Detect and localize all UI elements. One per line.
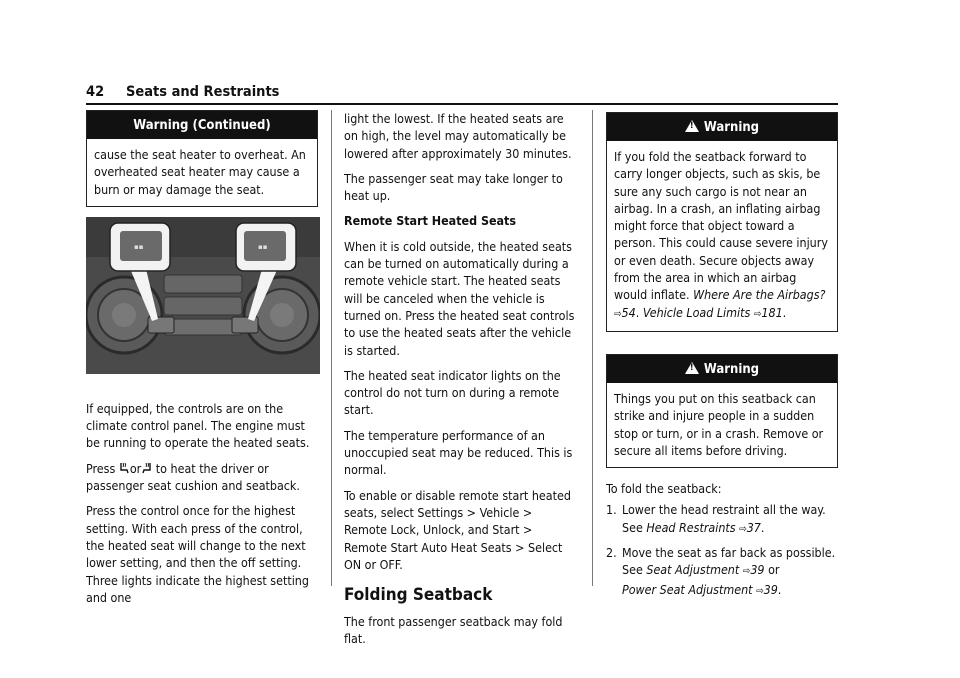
col2-paragraph-2: The passenger seat may take longer to heat up. bbox=[344, 170, 563, 204]
column-3 bbox=[606, 110, 838, 606]
column-1 bbox=[86, 110, 318, 614]
remote-start-subheading: Remote Start Heated Seats bbox=[344, 213, 517, 229]
folding-seatback-heading: Folding Seatback bbox=[344, 585, 493, 606]
head-restraints-ref-link[interactable]: Head Restraints bbox=[646, 519, 736, 535]
page-ref-arrow-icon: ⇨ bbox=[739, 523, 747, 535]
climate-control-figure bbox=[86, 217, 320, 374]
warning-2-title: Warning bbox=[703, 361, 760, 377]
warning-triangle-icon bbox=[685, 362, 699, 374]
svg-text:▪▪: ▪▪ bbox=[258, 242, 268, 251]
page-ref-arrow-icon: ⇨ bbox=[756, 585, 764, 597]
fold-intro: To fold the seatback: bbox=[606, 481, 722, 497]
warning-continued-box bbox=[86, 110, 318, 207]
power-seat-adjustment-ref-link[interactable]: Power Seat Adjustment bbox=[622, 581, 753, 597]
warning-2-text: Things you put on this seatback can strike and injure people in a sudden stop or turn, or in a crash. Remove or secure all items before driving. bbox=[614, 390, 824, 458]
warning-continued-text: cause the seat heater to overheat. An overheated seat heater may cause a burn or may damage the seat. bbox=[94, 147, 306, 197]
col2-paragraph-4: The heated seat indicator lights on the control do not turn on during a remote start. bbox=[344, 367, 561, 418]
svg-text:▪▪: ▪▪ bbox=[134, 242, 144, 251]
page-ref-arrow-icon: ⇨ bbox=[742, 566, 751, 578]
page-number: 42 bbox=[86, 84, 105, 100]
col1-paragraph-1: If equipped, the controls are on the climate control panel. The engine must be running to operate the heated seats. bbox=[86, 400, 310, 451]
warning-1-text: If you fold the seatback forward to carry longer objects, such as skis, be sure any such cargo is not near an airbag. In a crash, an inflating airbag might force that object toward a person. This could cause severe injury or even death. Secure objects away from the area in which an airbag would inflate. Where Are the Airbags? ⇨54. Vehicle Load Limits ⇨181. bbox=[614, 149, 828, 320]
column-2 bbox=[344, 110, 576, 656]
col2-paragraph-6: To enable or disable remote start heated seats, select Settings > Vehicle > Remote Lock, Unlock, and Start > Remote Start Auto Heat Seats > Select ON or OFF. bbox=[344, 487, 571, 572]
warning-continued-title: Warning (Continued) bbox=[87, 111, 317, 139]
col2-paragraph-7: The front passenger seatback may fold flat. bbox=[344, 614, 563, 647]
warning-triangle-icon bbox=[685, 120, 699, 132]
list-item: 1. Lower the head restraint all the way. See Head Restraints ⇨37. bbox=[606, 502, 826, 535]
column-divider-2 bbox=[592, 110, 593, 586]
seat-adjustment-ref-link[interactable]: Seat Adjustment bbox=[646, 562, 740, 578]
header-rule bbox=[86, 103, 838, 105]
list-item: 2. Move the seat as far back as possible. See Seat Adjustment ⇨39 or Power Seat Adjustment ⇨39. bbox=[606, 545, 836, 597]
column-divider-1 bbox=[331, 110, 332, 586]
passenger-heated-seat-icon bbox=[141, 462, 152, 474]
warning-box-2 bbox=[606, 354, 838, 468]
col1-paragraph-2: Press or to heat the driver or passenger seat cushion and seatback. bbox=[86, 460, 300, 494]
warning-box-1 bbox=[606, 112, 838, 332]
warning-1-title: Warning bbox=[703, 120, 760, 135]
driver-heated-seat-icon bbox=[119, 462, 130, 474]
climate-panel-illustration bbox=[86, 217, 320, 374]
page-ref-arrow-icon: ⇨ bbox=[614, 308, 622, 320]
col2-paragraph-3: When it is cold outside, the heated seats can be turned on automatically during a remote vehicle start. The heated seats will be canceled when the vehicle is turned on. Press the heated seat controls to use the heated seats after the vehicle is started. bbox=[344, 238, 575, 358]
load-limits-ref-link[interactable]: Vehicle Load Limits bbox=[642, 304, 751, 320]
col2-paragraph-5: The temperature performance of an unoccupied seat may be reduced. This is normal. bbox=[344, 427, 573, 478]
col1-paragraph-3: Press the control once for the highest setting. With each press of the control, the heated seat will change to the next lower setting, and then the off setting. Three lights indicate the highest setting and one bbox=[86, 503, 309, 605]
page-ref-arrow-icon: ⇨ bbox=[753, 308, 762, 320]
section-title: Seats and Restraints bbox=[126, 84, 280, 100]
airbags-ref-link[interactable]: Where Are the Airbags? bbox=[693, 287, 826, 303]
col2-paragraph-1: light the lowest. If the heated seats are on high, the level may automatically be lowered after approximately 30 minutes. bbox=[344, 111, 572, 161]
